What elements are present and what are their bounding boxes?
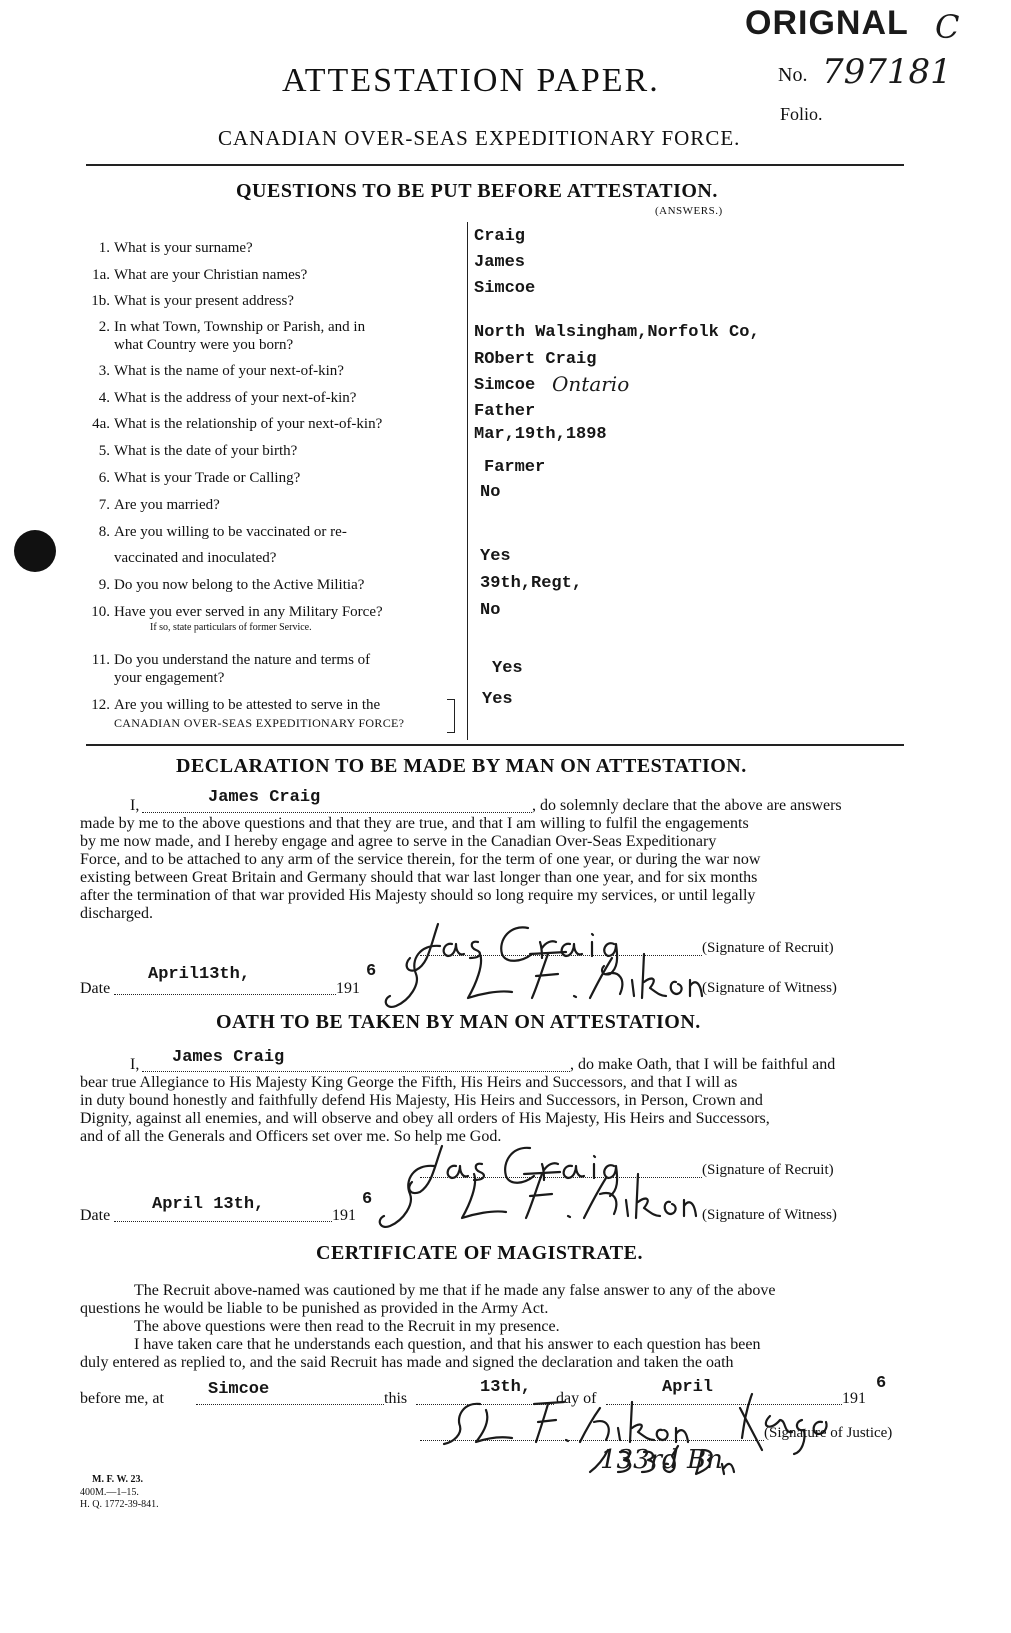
magistrate-year-prefix: 191 <box>842 1390 866 1407</box>
magistrate-before-label: before me, at <box>80 1390 164 1407</box>
question-2-line2: what Country were you born? <box>114 337 294 353</box>
punch-hole-top <box>14 530 56 572</box>
question-8-line2: vaccinated and inoculated? <box>114 550 277 566</box>
question-10: 10. Have you ever served in any Military Force? <box>91 604 383 620</box>
magistrate-line-3: The above questions were then read to the Recruit in my presence. <box>134 1318 560 1335</box>
print-run: 400M.—1–15. <box>80 1487 139 1498</box>
question-9: 9. Do you now belong to the Active Militia? <box>98 577 365 593</box>
oath-line-1: , do make Oath, that I will be faithful and <box>570 1056 836 1073</box>
oath-date-value: April 13th, <box>152 1195 265 1214</box>
justice-line <box>420 1440 764 1441</box>
oath-recruit-label: (Signature of Recruit) <box>702 1162 834 1178</box>
declaration-line-7: discharged. <box>80 905 154 922</box>
magistrate-heading: CERTIFICATE OF MAGISTRATE. <box>316 1242 643 1264</box>
question-12-bracket <box>447 699 455 733</box>
declaration-heading: DECLARATION TO BE MADE BY MAN ON ATTESTATION. <box>176 755 747 777</box>
question-3: 3. What is the name of your next-of-kin? <box>98 363 344 379</box>
declaration-line-2: made by me to the above questions and that they are true, and that I am willing to fulfil the engagements <box>80 815 749 832</box>
answer-relationship: Father <box>474 402 536 421</box>
oath-witness-label: (Signature of Witness) <box>702 1207 837 1223</box>
regimental-number: 797181 <box>822 52 952 92</box>
magistrate-dayof-label: day of <box>556 1390 597 1407</box>
question-5: 5. What is the date of your birth? <box>98 443 298 459</box>
question-4a: 4a. What is the relationship of your next-of-kin? <box>92 416 383 432</box>
page-subtitle: CANADIAN OVER-SEAS EXPEDITIONARY FORCE. <box>218 126 741 150</box>
magistrate-this-label: this <box>384 1390 408 1407</box>
question-4: 4. What is the address of your next-of-kin? <box>98 390 357 406</box>
oath-name: James Craig <box>172 1048 285 1067</box>
form-code: M. F. W. 23. <box>92 1474 144 1485</box>
answer-next-of-kin-address-handwritten: Ontario <box>552 372 630 396</box>
declaration-date-value: April13th, <box>148 965 251 984</box>
question-7: 7. Are you married? <box>98 497 220 513</box>
answer-willing-to-serve: Yes <box>482 690 513 709</box>
questions-heading: QUESTIONS TO BE PUT BEFORE ATTESTATION. <box>236 180 718 202</box>
questions-bottom-rule <box>86 744 904 746</box>
magistrate-line-4: I have taken care that he understands each question, and that his answer to each question has been <box>134 1336 761 1353</box>
declaration-date-label: Date <box>80 980 111 997</box>
oath-date-label: Date <box>80 1207 111 1224</box>
oath-line-3: in duty bound honestly and faithfully defend His Majesty, His Heirs and Successors, in Person, Crown and <box>80 1092 763 1109</box>
oath-date-line <box>114 1221 332 1222</box>
oath-heading: OATH TO BE TAKEN BY MAN ON ATTESTATION. <box>216 1011 701 1033</box>
magistrate-line-1: The Recruit above-named was cautioned by me that if he made any false answer to any of the above <box>134 1282 776 1299</box>
question-10-note: If so, state particulars of former Service. <box>150 622 312 633</box>
answer-date-of-birth: Mar,19th,1898 <box>474 425 607 444</box>
oath-i: I, <box>130 1056 140 1073</box>
oath-name-line <box>142 1071 570 1072</box>
declaration-year-prefix: 191 <box>336 980 360 997</box>
answers-column-rule <box>467 222 468 740</box>
magistrate-year-suffix: 6 <box>876 1374 887 1393</box>
oath-line-2: bear true Allegiance to His Majesty King George the Fifth, His Heirs and Successors, and that I will as <box>80 1074 738 1091</box>
answer-birthplace: North Walsingham,Norfolk Co, <box>474 323 760 342</box>
header-rule <box>86 164 904 166</box>
answer-military-service: No <box>480 601 501 620</box>
question-2: 2. In what Town, Township or Parish, and in <box>98 319 366 335</box>
magistrate-place: Simcoe <box>208 1380 270 1399</box>
magistrate-place-line <box>196 1404 384 1405</box>
question-1: 1. What is your surname? <box>98 240 253 256</box>
declaration-year-suffix: 6 <box>366 962 377 981</box>
magistrate-line-2: questions he would be liable to be punished as provided in the Army Act. <box>80 1300 549 1317</box>
answer-present-address: Simcoe <box>474 279 536 298</box>
answer-militia: 39th,Regt, <box>480 574 583 593</box>
declaration-line-5: existing between Great Britain and Germany should that war last longer than one year, and for six months <box>80 869 758 886</box>
oath-witness-signature <box>370 1160 700 1238</box>
declaration-date-line <box>114 994 336 995</box>
question-11: 11. Do you understand the nature and terms of <box>91 652 371 668</box>
question-6: 6. What is your Trade or Calling? <box>98 470 301 486</box>
folio-label: Folio. <box>780 104 823 124</box>
answer-trade: Farmer <box>484 458 546 477</box>
question-8: 8. Are you willing to be vaccinated or re- <box>98 524 347 540</box>
oath-line-5: and of all the Generals and Officers set over me. So help me God. <box>80 1128 502 1145</box>
answers-label: (ANSWERS.) <box>655 205 723 217</box>
corner-mark: C <box>935 8 960 46</box>
question-12: 12. Are you willing to be attested to serve in the <box>91 697 381 713</box>
answer-understand-terms: Yes <box>492 659 523 678</box>
declaration-line-6: after the termination of that war provided His Majesty should so long require my services, or until legally <box>80 887 756 904</box>
answer-vaccinated: Yes <box>480 547 511 566</box>
declaration-line-3: by me now made, and I hereby engage and agree to serve in the Canadian Over-Seas Expeditionary <box>80 833 717 850</box>
declaration-line-4: Force, and to be attached to any arm of the service therein, for the term of one year, or during the war now <box>80 851 761 868</box>
declaration-witness-label: (Signature of Witness) <box>702 980 837 996</box>
oath-year-prefix: 191 <box>332 1207 356 1224</box>
declaration-name: James Craig <box>208 788 321 807</box>
question-11-line2: your engagement? <box>114 670 225 686</box>
question-1a: 1a. What are your Christian names? <box>92 267 308 283</box>
magistrate-month: April <box>662 1378 714 1397</box>
oath-year-suffix: 6 <box>362 1190 373 1209</box>
question-1b: 1b. What is your present address? <box>91 293 294 309</box>
magistrate-line-5: duly entered as replied to, and the said Recruit has made and signed the declaration and taken the oath <box>80 1354 734 1371</box>
oath-line-4: Dignity, against all enemies, and will observe and obey all orders of His Majesty, His Heirs and Successors, <box>80 1110 770 1127</box>
no-label: No. <box>778 64 808 86</box>
declaration-witness-signature <box>380 940 710 1018</box>
original-stamp: ORIGNAL <box>745 4 909 42</box>
answer-married: No <box>480 483 501 502</box>
declaration-i: I, <box>130 797 140 814</box>
declaration-name-line <box>142 812 532 813</box>
magistrate-day: 13th, <box>480 1378 532 1397</box>
declaration-line-1: , do solemnly declare that the above are answers <box>532 797 842 814</box>
answer-next-of-kin-address: Simcoe <box>474 376 536 395</box>
answer-surname: Craig <box>474 227 526 246</box>
declaration-recruit-label: (Signature of Recruit) <box>702 940 834 956</box>
answer-next-of-kin: RObert Craig <box>474 350 597 369</box>
page-title: ATTESTATION PAPER. <box>282 62 660 99</box>
unit-note: 133rd Bn <box>600 1445 723 1475</box>
hq-reference: H. Q. 1772-39-841. <box>80 1499 159 1510</box>
justice-label: (Signature of Justice) <box>764 1425 893 1441</box>
question-12-line2: CANADIAN OVER-SEAS EXPEDITIONARY FORCE? <box>114 716 405 730</box>
answer-christian-names: James <box>474 253 526 272</box>
